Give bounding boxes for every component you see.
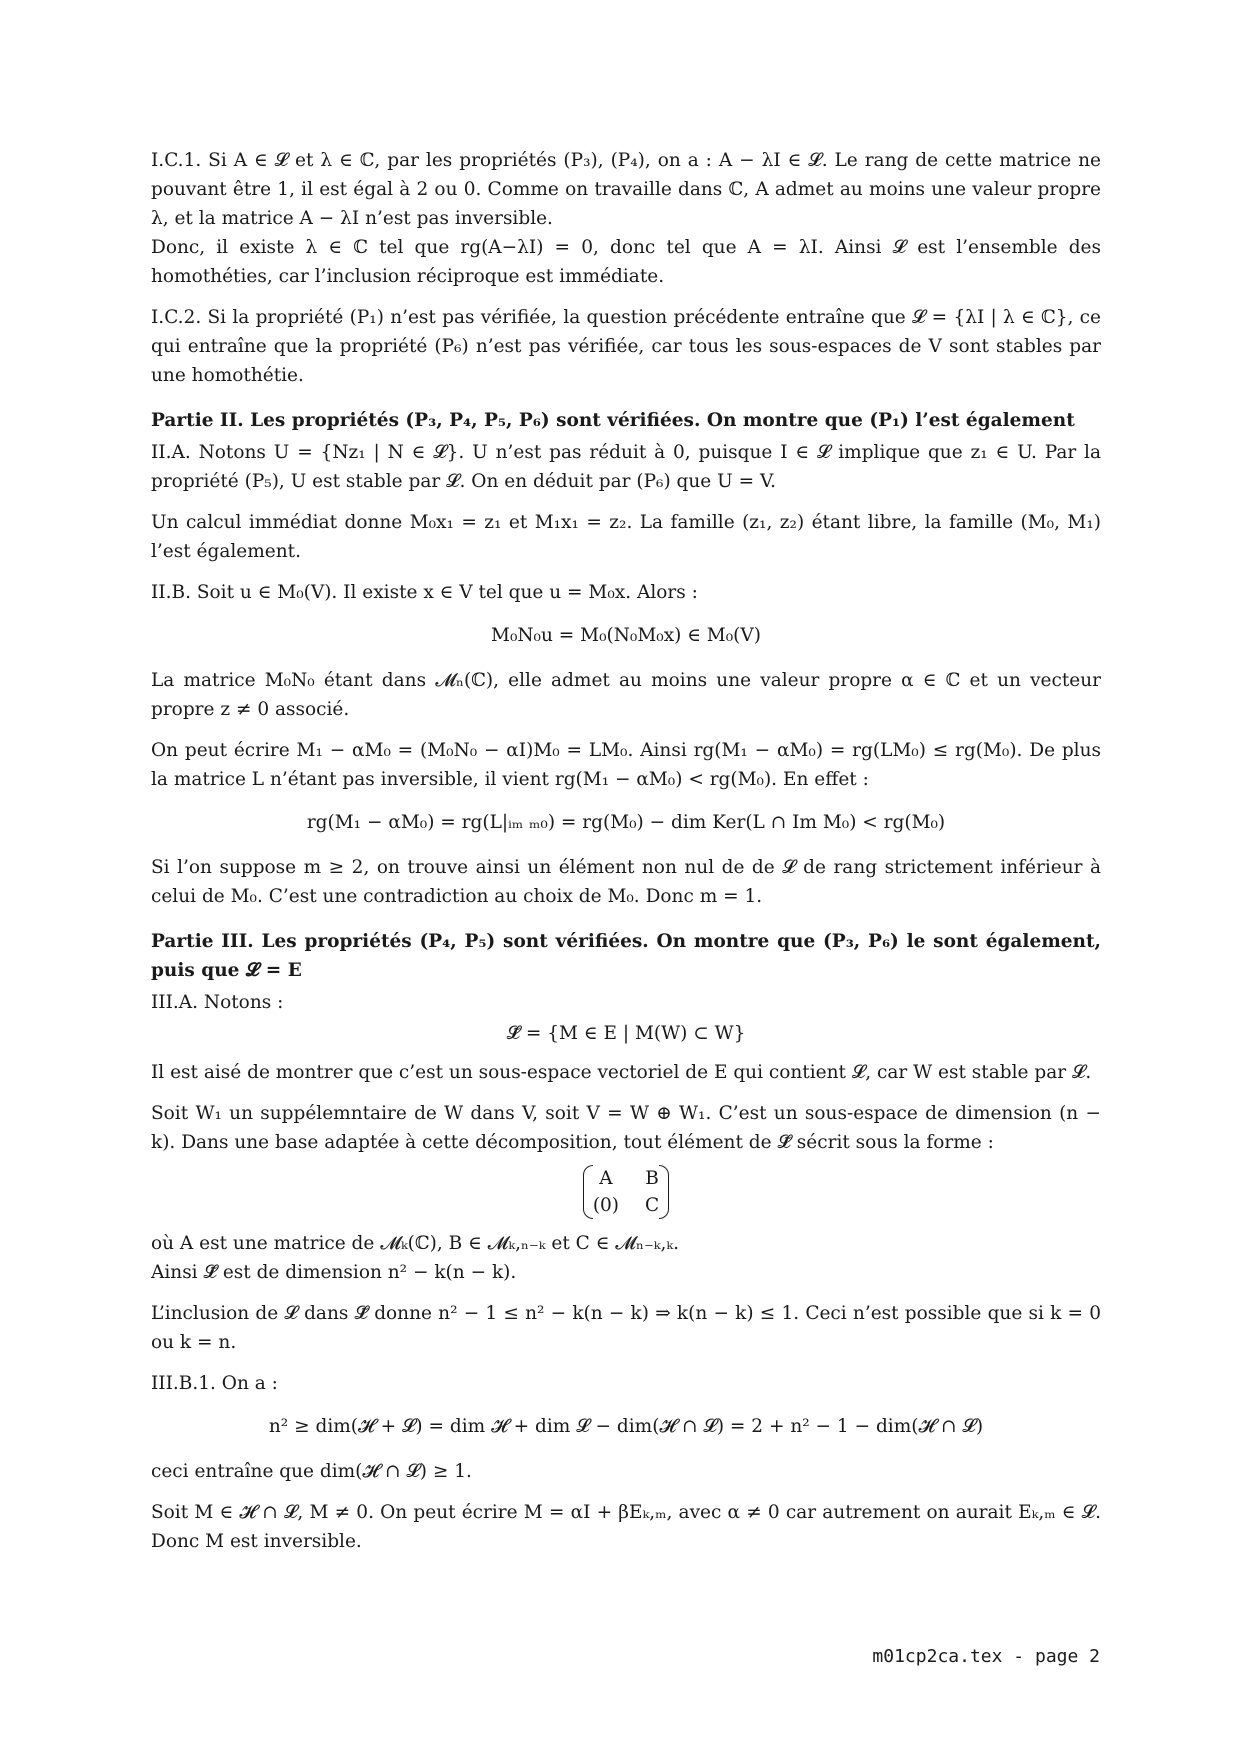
- paragraph-iiia-4: où A est une matrice de 𝓜ₖ(ℂ), B ∈ 𝓜ₖ,ₙ₋ₖ et C ∈ 𝓜ₙ₋ₖ,ₖ.: [151, 1233, 680, 1254]
- paragraph-iib-1: II.B. Soit u ∈ M₀(V). Il existe x ∈ V tel que u = M₀x. Alors :: [151, 582, 698, 603]
- paragraph-iia-1: II.A. Notons U = {Nz₁ | N ∈ 𝓛}. U n’est pas réduit à 0, puisque I ∈ 𝓛 implique que z₁ ∈ U. Par la propriété (P₅), U est stable par 𝓛. On en déduit par (P₆) que U = V.: [151, 442, 1101, 492]
- paragraph-iiib1-3: Soit M ∈ 𝓗 ∩ 𝓛, M ≠ 0. On peut écrire M = αI + βEₖ,ₘ, avec α ≠ 0 car autrement on aurait Eₖ,ₘ ∈ 𝓛. Donc M est inversible.: [151, 1502, 1101, 1552]
- matrix-entry-a: A: [599, 1168, 613, 1189]
- paragraph-iiia-3: Soit W₁ un suppélemntaire de W dans V, soit V = W ⊕ W₁. C’est un sous-espace de dimension (n − k). Dans une base adaptée à cette décomposition, tout élément de 𝓛̃ sécrit sous la forme :: [151, 1103, 1101, 1153]
- equation-iib-1: M₀N₀u = M₀(N₀M₀x) ∈ M₀(V): [491, 625, 761, 646]
- page-footer: m01cp2ca.tex - page 2: [872, 1646, 1100, 1667]
- paragraph-iiib1-1: III.B.1. On a :: [151, 1373, 278, 1394]
- section-heading-part2: Partie II. Les propriétés (P₃, P₄, P₅, P₆) sont vérifiées. On montre que (P₁) l’est également: [151, 410, 1075, 431]
- paragraph-iia-2: Un calcul immédiat donne M₀x₁ = z₁ et M₁x₁ = z₂. La famille (z₁, z₂) étant libre, la famille (M₀, M₁) l’est également.: [151, 512, 1101, 562]
- matrix-entry-c: (0): [592, 1195, 620, 1216]
- paragraph-iib-3: On peut écrire M₁ − αM₀ = (M₀N₀ − αI)M₀ = LM₀. Ainsi rg(M₁ − αM₀) = rg(LM₀) ≤ rg(M₀). De plus la matrice L n’étant pas inversible, il vient rg(M₁ − αM₀) < rg(M₀). En effet :: [151, 740, 1101, 790]
- paragraph-ic1-2: Donc, il existe λ ∈ ℂ tel que rg(A−λI) = 0, donc tel que A = λI. Ainsi 𝓛 est l’ensemble des homothéties, car l’inclusion réciproque est immédiate.: [151, 237, 1101, 287]
- matrix-entry-b: B: [645, 1168, 659, 1189]
- matrix-entry-d: C: [645, 1195, 660, 1216]
- equation-iiib1-1: n² ≥ dim(𝓗 + 𝓛) = dim 𝓗 + dim 𝓛 − dim(𝓗 ∩ 𝓛) = 2 + n² − 1 − dim(𝓗 ∩ 𝓛): [268, 1416, 984, 1437]
- paragraph-iiia-1: III.A. Notons :: [151, 992, 284, 1013]
- block-matrix: [151, 1165, 1101, 1219]
- paragraph-iib-4: Si l’on suppose m ≥ 2, on trouve ainsi un élément non nul de de 𝓛 de rang strictement inférieur à celui de M₀. C’est une contradiction au choix de M₀. Donc m = 1.: [151, 857, 1101, 907]
- paragraph-iiib1-2: ceci entraîne que dim(𝓗 ∩ 𝓛) ≥ 1.: [151, 1461, 472, 1482]
- paragraph-iiia-2: Il est aisé de montrer que c’est un sous-espace vectoriel de E qui contient 𝓛, car W est stable par 𝓛.: [151, 1062, 1092, 1083]
- equation-iib-2: rg(M₁ − αM₀) = rg(L|ᵢₘ ₘ₀) = rg(M₀) − dim Ker(L ∩ Im M₀) < rg(M₀): [306, 812, 946, 833]
- paragraph-ic2-1: I.C.2. Si la propriété (P₁) n’est pas vérifiée, la question précédente entraîne que 𝓛 = {λI | λ ∈ ℂ}, ce qui entraîne que la propriété (P₆) n’est pas vérifiée, car tous les sous-espaces de V sont stables par une homothétie.: [151, 307, 1101, 386]
- paragraph-iib-2: La matrice M₀N₀ étant dans 𝓜ₙ(ℂ), elle admet au moins une valeur propre α ∈ ℂ et un vecteur propre z ≠ 0 associé.: [151, 670, 1101, 720]
- paragraph-iiia-6: L’inclusion de 𝓛 dans 𝓛̃ donne n² − 1 ≤ n² − k(n − k) ⇒ k(n − k) ≤ 1. Ceci n’est possible que si k = 0 ou k = n.: [151, 1303, 1101, 1353]
- paragraph-iiia-5: Ainsi 𝓛̃ est de dimension n² − k(n − k).: [151, 1262, 517, 1283]
- section-heading-part3: Partie III. Les propriétés (P₄, P₅) sont vérifiées. On montre que (P₃, P₆) le sont également, puis que 𝓛 = E: [151, 931, 1101, 981]
- document-page: [151, 146, 1101, 1568]
- matrix-grid: [583, 1165, 669, 1219]
- equation-iiia-1: 𝓛̃ = {M ∈ E | M(W) ⊂ W}: [506, 1023, 746, 1044]
- paragraph-ic1-1: I.C.1. Si A ∈ 𝓛 et λ ∈ ℂ, par les propriétés (P₃), (P₄), on a : A − λI ∈ 𝓛. Le rang de cette matrice ne pouvant être 1, il est égal à 2 ou 0. Comme on travaille dans ℂ, A admet au moins une valeur propre λ, et la matrice A − λI n’est pas inversible.: [151, 150, 1101, 229]
